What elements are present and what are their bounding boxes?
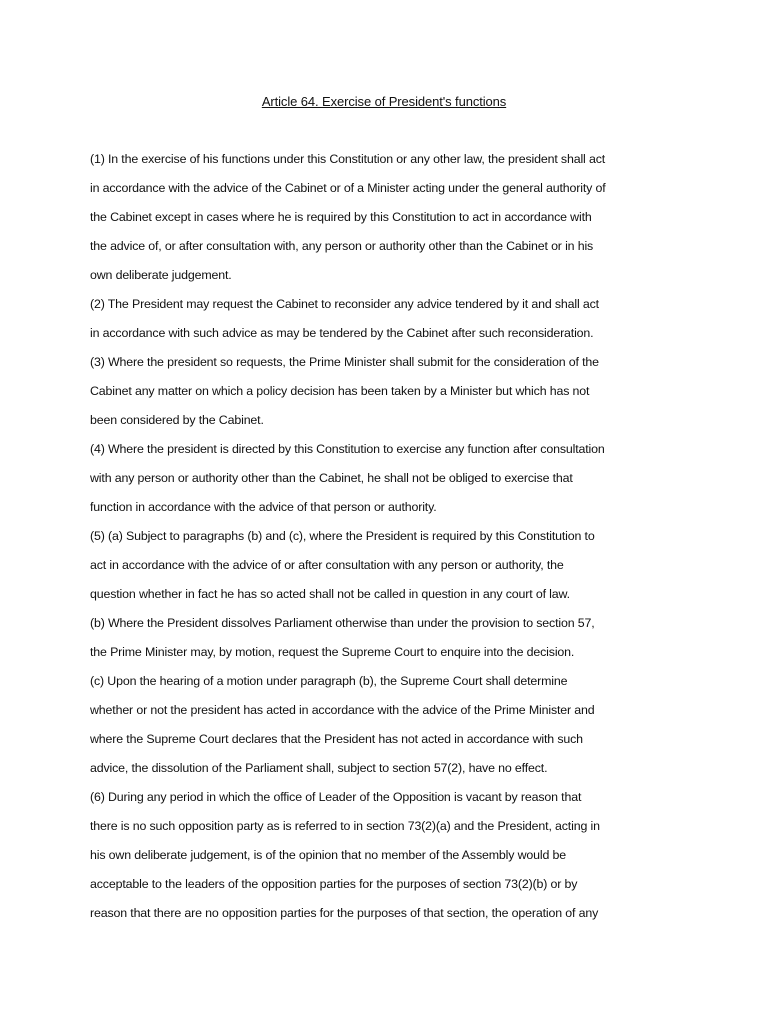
text-line: Cabinet any matter on which a policy decision has been taken by a Minister but which has not: [90, 384, 590, 398]
text-line: reason that there are no opposition parties for the purposes of that section, the operation of any: [90, 906, 599, 920]
text-line: (4) Where the president is directed by this Constitution to exercise any function after consultation: [90, 442, 605, 456]
text-line: in accordance with the advice of the Cabinet or of a Minister acting under the general authority of: [90, 181, 606, 195]
text-line: where the Supreme Court declares that the President has not acted in accordance with such: [90, 732, 583, 746]
text-line: there is no such opposition party as is referred to in section 73(2)(a) and the President, acting in: [90, 819, 600, 833]
article-body: [90, 148, 646, 931]
text-line: been considered by the Cabinet.: [90, 413, 264, 427]
text-line: the advice of, or after consultation with, any person or authority other than the Cabinet or in his: [90, 239, 594, 253]
text-line: (3) Where the president so requests, the Prime Minister shall submit for the consideration of the: [90, 355, 599, 369]
text-line: advice, the dissolution of the Parliament shall, subject to section 57(2), have no effect.: [90, 761, 548, 775]
text-line: (1) In the exercise of his functions under this Constitution or any other law, the president shall act: [90, 152, 606, 166]
text-line: acceptable to the leaders of the opposition parties for the purposes of section 73(2)(b) or by: [90, 877, 578, 891]
article-title: Article 64. Exercise of President's functions: [261, 94, 507, 109]
text-line: (2) The President may request the Cabinet to reconsider any advice tendered by it and shall act: [90, 297, 599, 311]
text-line: (b) Where the President dissolves Parliament otherwise than under the provision to section 57,: [90, 616, 595, 630]
text-line: in accordance with such advice as may be tendered by the Cabinet after such reconsideration.: [90, 326, 594, 340]
text-line: his own deliberate judgement, is of the opinion that no member of the Assembly would be: [90, 848, 566, 862]
text-line: with any person or authority other than the Cabinet, he shall not be obliged to exercise that: [90, 471, 573, 485]
text-line: (6) During any period in which the office of Leader of the Opposition is vacant by reason that: [90, 790, 582, 804]
text-line: (5) (a) Subject to paragraphs (b) and (c), where the President is required by this Constitution to: [90, 529, 595, 543]
text-line: the Cabinet except in cases where he is required by this Constitution to act in accordance with: [90, 210, 592, 224]
text-line: whether or not the president has acted in accordance with the advice of the Prime Minister and: [90, 703, 595, 717]
text-line: the Prime Minister may, by motion, request the Supreme Court to enquire into the decision.: [90, 645, 575, 659]
text-line: own deliberate judgement.: [90, 268, 232, 282]
text-line: (c) Upon the hearing of a motion under paragraph (b), the Supreme Court shall determine: [90, 674, 568, 688]
text-line: function in accordance with the advice of that person or authority.: [90, 500, 437, 514]
text-line: act in accordance with the advice of or after consultation with any person or authority, the: [90, 558, 564, 572]
text-line: question whether in fact he has so acted shall not be called in question in any court of law.: [90, 587, 570, 601]
